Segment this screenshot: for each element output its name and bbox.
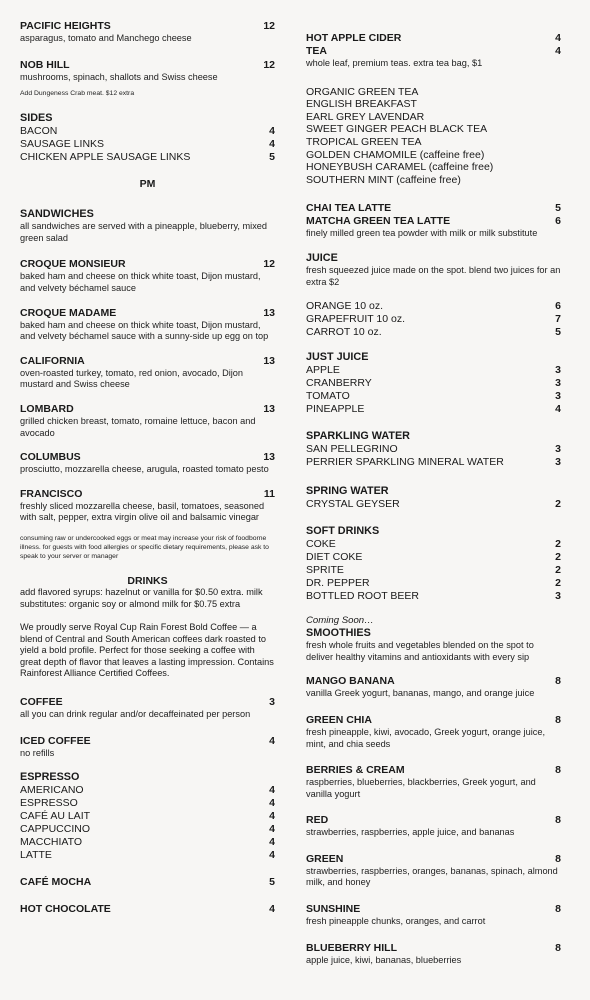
pm-heading: PM [139, 178, 156, 191]
item-price: 12 [263, 258, 275, 271]
tea-item: SWEET GINGER PEACH BLACK TEA [306, 123, 488, 136]
allergy-warning: consuming raw or undercooked eggs or meat may increase your risk of foodborne illness. for guests with food allergies or specific dietary requirements, please ask to speak to your server or manager [20, 534, 269, 560]
item-desc: strawberries, raspberries, oranges, bananas, spinach, almond milk, and honey [306, 865, 558, 888]
section-title: SPARKLING WATER [306, 430, 410, 443]
item-desc: all you can drink regular and/or decaffeinated per person [20, 709, 251, 720]
item-price: 2 [555, 551, 561, 564]
item-name: CAPPUCCINO [20, 823, 91, 836]
item-name: CARROT 10 oz. [306, 326, 382, 339]
item-price: 13 [263, 354, 275, 367]
item-price: 4 [269, 823, 275, 836]
item-name: TOMATO [306, 390, 350, 403]
item-desc: vanilla Greek yogurt, bananas, mango, and orange juice [306, 688, 535, 699]
tea-item: EARL GREY LAVENDAR [306, 110, 425, 123]
item-name: GRAPEFRUIT 10 oz. [306, 313, 406, 326]
drinks-note: add flavored syrups: hazelnut or vanilla for $0.50 extra. milk substitutes: organic soy or almond milk for $0.75 extra [20, 586, 263, 609]
item-name: BOTTLED ROOT BEER [306, 590, 419, 603]
item-price: 2 [555, 577, 561, 590]
item-price: 5 [269, 151, 275, 164]
item-price: 3 [555, 456, 561, 469]
item-name: BACON [20, 125, 58, 138]
item-price: 4 [269, 810, 275, 823]
tea-item: HONEYBUSH CARAMEL (caffeine free) [306, 161, 494, 174]
item-name: COKE [306, 538, 336, 551]
section-just-juice [306, 351, 561, 416]
menu-item-california [20, 355, 275, 391]
item-price: 8 [555, 764, 561, 777]
section-sparkling-water [306, 430, 561, 469]
menu-item-sunshine [306, 903, 561, 928]
item-price: 13 [263, 402, 275, 415]
menu-item-hot-chocolate [20, 903, 275, 916]
section-title: SANDWICHES [20, 208, 94, 221]
section-desc: all sandwiches are served with a pineapple, blueberry, mixed green salad [20, 221, 268, 243]
item-desc: strawberries, raspberries, apple juice, and bananas [306, 827, 515, 838]
item-name: BLUEBERRY HILL [306, 941, 398, 954]
section-title: SIDES [20, 112, 53, 125]
item-name: ORANGE 10 oz. [306, 300, 384, 313]
item-desc: baked ham and cheese on thick white toast, Dijon mustard, and velvety béchamel sauce [20, 271, 261, 293]
coffee-blurb: We proudly serve Royal Cup Rain Forest Bold Coffee — a blend of Central and South American coffees dark roasted to yield a bold profile. Perfect for those seeking a coffee with great depth of flavor that leaves a lasting impression. Contains Rainforest Alliance Certified Coffees. [20, 622, 274, 679]
crab-note: Add Dungeness Crab meat. $12 extra [20, 90, 135, 98]
item-name: MACCHIATO [20, 836, 83, 849]
item-price: 8 [555, 675, 561, 688]
item-name: CROQUE MADAME [20, 306, 117, 319]
section-soft-drinks [306, 525, 561, 603]
item-price: 4 [269, 734, 275, 747]
item-name: PACIFIC HEIGHTS [20, 20, 111, 32]
menu-item-cafe-mocha [20, 876, 275, 889]
item-desc: finely milled green tea powder with milk or milk substitute [306, 228, 538, 239]
menu-item-tea [306, 45, 561, 70]
section-desc: fresh squeezed juice made on the spot. blend two juices for an extra $2 [306, 264, 561, 287]
item-price: 4 [555, 32, 561, 44]
item-desc: baked ham and cheese on thick white toast, Dijon mustard, and velvety béchamel sauce with a sunny-side up egg on top [20, 319, 269, 342]
item-desc: prosciutto, mozzarella cheese, arugula, roasted tomato pesto [20, 464, 269, 475]
item-price: 4 [555, 45, 561, 57]
menu-item-francisco [20, 488, 275, 524]
item-desc: oven-roasted turkey, tomato, red onion, avocado, Dijon mustard and Swiss cheese [20, 367, 244, 390]
section-title: SMOOTHIES [306, 627, 371, 640]
section-smoothies [306, 627, 561, 966]
section-juice [306, 252, 561, 339]
menu-item-lombard [20, 403, 275, 439]
item-name: LOMBARD [20, 402, 74, 415]
menu-item-iced-coffee [20, 735, 275, 760]
item-price: 8 [555, 903, 561, 916]
item-price: 2 [555, 498, 561, 511]
item-name: SAN PELLEGRINO [306, 443, 398, 456]
item-desc: raspberries, blueberries, blackberries, Greek yogurt, and vanilla yogurt [306, 777, 536, 799]
menu-item-coffee [20, 696, 275, 721]
item-name: FRANCISCO [20, 487, 83, 500]
item-name: CHICKEN APPLE SAUSAGE LINKS [20, 151, 191, 164]
item-name: PERRIER SPARKLING MINERAL WATER [306, 456, 504, 469]
menu-item-chai-latte [306, 202, 561, 215]
item-name: GREEN CHIA [306, 713, 372, 726]
item-name: CAFÉ AU LAIT [20, 810, 91, 823]
item-desc: fresh pineapple chunks, oranges, and carrot [306, 916, 486, 927]
item-name: AMERICANO [20, 784, 84, 797]
section-espresso [20, 771, 275, 862]
item-name: CAFÉ MOCHA [20, 876, 92, 889]
item-desc: apple juice, kiwi, bananas, blueberries [306, 954, 462, 965]
item-name: GREEN [306, 852, 344, 865]
menu-item-green [306, 853, 561, 889]
menu-item-matcha-latte [306, 215, 561, 240]
tea-list [306, 86, 561, 187]
item-price: 8 [555, 941, 561, 954]
item-name: MATCHA GREEN TEA LATTE [306, 215, 451, 228]
item-name: TEA [306, 45, 327, 57]
item-desc: no refills [20, 747, 55, 758]
menu-item-mango-banana [306, 675, 561, 700]
item-name: HOT APPLE CIDER [306, 32, 402, 44]
tea-item: TROPICAL GREEN TEA [306, 135, 422, 148]
item-price: 8 [555, 713, 561, 726]
tea-item: GOLDEN CHAMOMILE (caffeine free) [306, 148, 485, 161]
item-name: BERRIES & CREAM [306, 764, 405, 777]
item-price: 5 [555, 202, 561, 215]
item-price: 2 [555, 538, 561, 551]
item-name: COLUMBUS [20, 451, 81, 464]
section-spring-water [306, 485, 561, 511]
item-price: 4 [555, 403, 561, 416]
item-name: DIET COKE [306, 551, 363, 564]
item-name: SUNSHINE [306, 903, 361, 916]
item-price: 4 [269, 849, 275, 862]
menu-item-green-chia [306, 714, 561, 750]
item-price: 2 [555, 564, 561, 577]
left-column [20, 20, 275, 916]
section-desc: fresh whole fruits and vegetables blended on the spot to deliver healthy vitamins and antioxidants with every sip [306, 640, 534, 662]
menu-item-red [306, 814, 561, 839]
item-price: 4 [269, 836, 275, 849]
item-name: CHAI TEA LATTE [306, 202, 392, 215]
item-desc: mushrooms, spinach, shallots and Swiss cheese [20, 71, 218, 82]
section-sandwiches [20, 208, 275, 524]
tea-item: ENGLISH BREAKFAST [306, 98, 417, 111]
tea-item: SOUTHERN MINT (caffeine free) [306, 173, 461, 186]
right-column [306, 32, 561, 966]
item-name: CALIFORNIA [20, 354, 85, 367]
item-name: LATTE [20, 849, 52, 862]
item-price: 5 [555, 326, 561, 339]
item-price: 3 [269, 696, 275, 709]
menu-item-nob-hill [20, 59, 275, 84]
item-name: HOT CHOCOLATE [20, 903, 111, 916]
item-name: SPRITE [306, 564, 344, 577]
item-price: 12 [263, 58, 275, 71]
item-price: 6 [555, 215, 561, 228]
item-name: RED [306, 814, 329, 827]
item-price: 3 [555, 377, 561, 390]
item-price: 3 [555, 590, 561, 603]
item-price: 13 [263, 451, 275, 464]
item-price: 4 [269, 784, 275, 797]
section-title: SPRING WATER [306, 485, 389, 498]
menu-item-columbus [20, 451, 275, 476]
menu-item-pacific-heights [20, 20, 275, 45]
menu-item-croque-monsieur [20, 258, 275, 294]
section-sides [20, 112, 275, 164]
item-price: 12 [263, 20, 275, 32]
item-name: NOB HILL [20, 58, 70, 71]
item-name: CRANBERRY [306, 377, 372, 390]
item-desc: grilled chicken breast, tomato, romaine lettuce, bacon and avocado [20, 415, 256, 438]
section-title: DRINKS [127, 574, 168, 587]
item-desc: whole leaf, premium teas. extra tea bag, $1 [306, 58, 483, 68]
item-name: COFFEE [20, 696, 63, 709]
item-name: PINEAPPLE [306, 403, 365, 416]
item-price: 4 [269, 125, 275, 138]
item-desc: asparagus, tomato and Manchego cheese [20, 33, 192, 43]
item-price: 13 [263, 306, 275, 319]
item-price: 7 [555, 313, 561, 326]
item-name: ESPRESSO [20, 797, 78, 810]
item-price: 11 [263, 487, 275, 500]
item-price: 4 [269, 797, 275, 810]
section-title: JUST JUICE [306, 351, 369, 364]
tea-item: ORGANIC GREEN TEA [306, 85, 419, 98]
item-desc: fresh pineapple, kiwi, avocado, Greek yogurt, orange juice, mint, and chia seeds [306, 726, 546, 749]
menu-item-croque-madame [20, 307, 275, 343]
section-title: ESPRESSO [20, 771, 80, 784]
section-title: JUICE [306, 251, 338, 264]
item-name: MANGO BANANA [306, 675, 395, 688]
item-name: DR. PEPPER [306, 577, 370, 590]
item-price: 4 [269, 903, 275, 916]
item-name: SAUSAGE LINKS [20, 138, 105, 151]
item-desc: freshly sliced mozzarella cheese, basil, tomatoes, seasoned with salt, pepper, extra virgin olive oil and balsamic vinegar [20, 500, 265, 523]
item-price: 5 [269, 876, 275, 889]
menu-item-hot-apple-cider [306, 32, 561, 45]
item-name: APPLE [306, 364, 340, 377]
item-price: 6 [555, 300, 561, 313]
coming-soon: Coming Soon… [306, 615, 374, 627]
item-name: ICED COFFEE [20, 734, 91, 747]
item-price: 3 [555, 443, 561, 456]
item-name: CRYSTAL GEYSER [306, 498, 400, 511]
item-price: 8 [555, 852, 561, 865]
item-price: 3 [555, 364, 561, 377]
section-drinks [20, 575, 275, 680]
item-name: CROQUE MONSIEUR [20, 258, 126, 271]
item-price: 3 [555, 390, 561, 403]
menu-item-blueberry-hill [306, 942, 561, 967]
section-title: SOFT DRINKS [306, 525, 380, 538]
menu-item-berries-cream [306, 764, 561, 800]
item-price: 8 [555, 814, 561, 827]
item-price: 4 [269, 138, 275, 151]
